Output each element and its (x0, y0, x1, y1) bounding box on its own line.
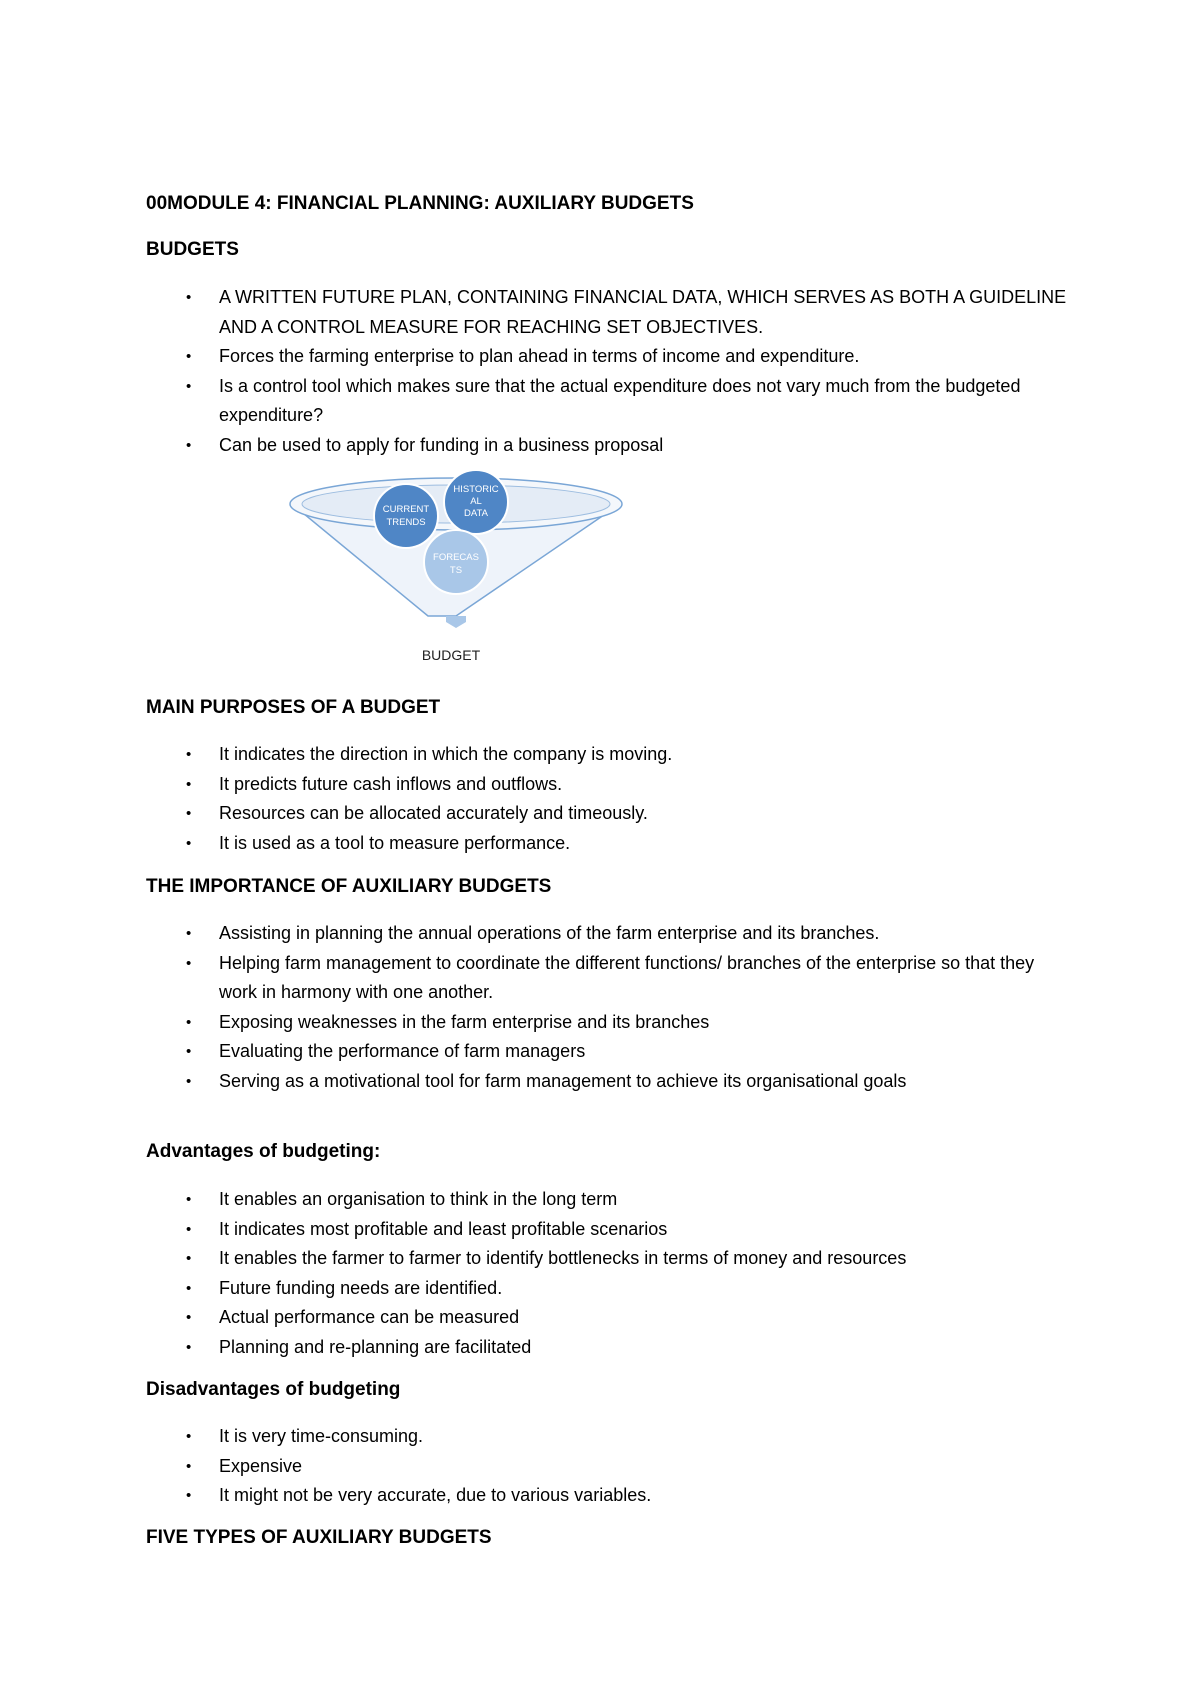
circle-historical-data (444, 470, 508, 534)
historical-line-3: DATA (464, 508, 488, 519)
bullet-icon: • (186, 1220, 192, 1238)
list-item (146, 342, 1076, 372)
list-item (146, 1067, 1076, 1097)
importance-list (146, 919, 1076, 1096)
list-item (146, 1481, 1076, 1511)
budget-output-label: BUDGET (421, 647, 481, 663)
list-item-text: Is a control tool which makes sure that the actual expenditure does not vary much from the budgeted expenditure? (219, 375, 1021, 425)
list-item (146, 1215, 1076, 1245)
bullet-icon: • (186, 1309, 192, 1326)
list-item-text: Evaluating the performance of farm managers (219, 1041, 586, 1061)
advantages-list (146, 1185, 1076, 1362)
bullet-icon: • (186, 1279, 192, 1297)
purposes-list (146, 740, 1076, 858)
bullet-icon: • (186, 1457, 192, 1475)
list-item (146, 283, 1076, 342)
disadvantages-heading: Disadvantages of budgeting (146, 1379, 401, 1400)
bullet-icon: • (186, 1250, 192, 1267)
list-item-text: Serving as a motivational tool for farm management to achieve its organisational goals (219, 1070, 907, 1091)
list-item (146, 1303, 1076, 1333)
list-item (146, 770, 1076, 800)
bullet-icon: • (186, 805, 192, 822)
disadvantages-list (146, 1422, 1076, 1511)
bullet-icon: • (186, 1013, 192, 1031)
forecasts-line-2: TS (449, 565, 463, 576)
list-item-text: Helping farm management to coordinate the different functions/ branches of the enterprise so that they work in harmony with one another. (219, 952, 1035, 1002)
list-item-text: Future funding needs are identified. (219, 1277, 503, 1298)
list-item-text: It indicates most profitable and least profitable scenarios (219, 1218, 668, 1239)
circle-forecasts (424, 530, 488, 594)
bullet-icon: • (186, 775, 192, 793)
current-trends-line-1: CURRENT (382, 504, 430, 515)
forecasts-line-1: FORECAS (433, 552, 479, 563)
list-item (146, 1244, 1076, 1274)
importance-heading: THE IMPORTANCE OF AUXILIARY BUDGETS (146, 876, 552, 897)
list-item-text: Actual performance can be measured (219, 1307, 520, 1327)
bullet-icon: • (186, 289, 192, 306)
budgets-list (146, 283, 1076, 460)
list-item (146, 1422, 1076, 1452)
list-item-text: Planning and re-planning are facilitated (219, 1336, 532, 1357)
list-item-text: It enables the farmer to farmer to identify bottlenecks in terms of money and resources (219, 1248, 907, 1268)
bullet-icon: • (186, 925, 192, 942)
historical-line-2: AL (470, 496, 482, 507)
list-item (146, 919, 1076, 949)
list-item-text: Forces the farming enterprise to plan ahead in terms of income and expenditure. (219, 346, 860, 366)
funnel-spout-arrow (446, 616, 466, 628)
bullet-icon: • (186, 1338, 192, 1356)
list-item-text: It is used as a tool to measure performance. (219, 832, 571, 853)
list-item (146, 829, 1076, 859)
page-title: 00MODULE 4: FINANCIAL PLANNING: AUXILIARY BUDGETS (146, 193, 694, 214)
advantages-heading: Advantages of budgeting: (146, 1141, 381, 1162)
main-purposes-heading: MAIN PURPOSES OF A BUDGET (146, 697, 441, 718)
current-trends-line-2: TRENDS (386, 517, 426, 528)
list-item (146, 1037, 1076, 1067)
list-item-text: Assisting in planning the annual operations of the farm enterprise and its branches. (219, 923, 880, 943)
bullet-icon: • (186, 1043, 192, 1060)
list-item (146, 1452, 1076, 1482)
list-item-text: Can be used to apply for funding in a business proposal (219, 434, 664, 455)
current-trends-circle (374, 484, 438, 548)
historical-line-1: HISTORIC (453, 484, 499, 495)
list-item-text: A WRITTEN FUTURE PLAN, CONTAINING FINANCIAL DATA, WHICH SERVES AS BOTH A GUIDELINE AND A CONTROL MEASURE FOR REACHING SET OBJECTIVES. (219, 287, 1067, 337)
bullet-icon: • (186, 1487, 192, 1504)
bullet-icon: • (186, 1191, 192, 1208)
list-item-text: It is very time-consuming. (219, 1426, 424, 1446)
budgets-heading: BUDGETS (146, 239, 239, 260)
list-item (146, 799, 1076, 829)
list-item (146, 372, 1076, 431)
list-item-text: It predicts future cash inflows and outflows. (219, 773, 563, 794)
list-item (146, 740, 1076, 770)
list-item (146, 1274, 1076, 1304)
list-item-text: It enables an organisation to think in the long term (219, 1189, 618, 1209)
five-types-heading: FIVE TYPES OF AUXILIARY BUDGETS (146, 1527, 492, 1548)
bullet-icon: • (186, 834, 192, 852)
bullet-icon: • (186, 348, 192, 365)
budget-funnel-diagram (280, 468, 630, 668)
circle-current-trends (374, 484, 438, 548)
list-item-text: It might not be very accurate, due to various variables. (219, 1485, 652, 1505)
list-item (146, 949, 1076, 1008)
bullet-icon: • (186, 436, 192, 454)
list-item (146, 431, 1076, 461)
bullet-icon: • (186, 377, 192, 395)
list-item (146, 1333, 1076, 1363)
list-item-text: Exposing weaknesses in the farm enterprise and its branches (219, 1011, 710, 1032)
list-item-text: Resources can be allocated accurately and timeously. (219, 803, 648, 823)
bullet-icon: • (186, 746, 192, 763)
list-item (146, 1185, 1076, 1215)
bullet-icon: • (186, 1428, 192, 1445)
list-item-text: Expensive (219, 1455, 303, 1476)
list-item (146, 1008, 1076, 1038)
bullet-icon: • (186, 1072, 192, 1090)
list-item-text: It indicates the direction in which the company is moving. (219, 744, 673, 764)
bullet-icon: • (186, 954, 192, 972)
